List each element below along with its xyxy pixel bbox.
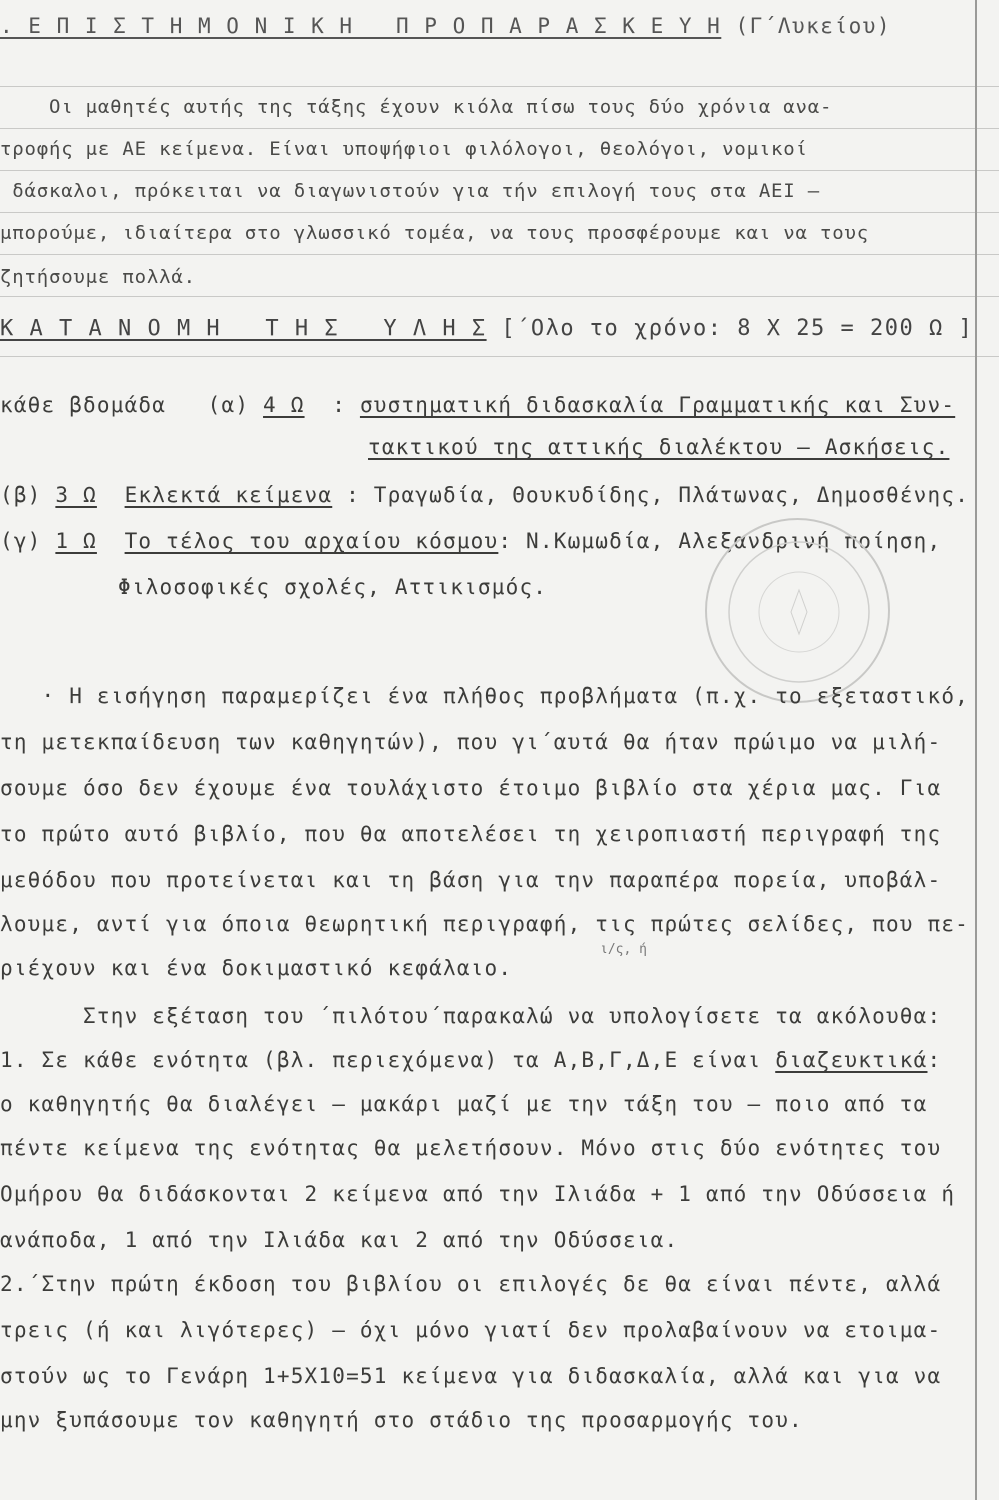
weekly-a-text2: τακτικού της αττικής διαλέκτου — Ασκήσεις. <box>368 435 950 459</box>
body-line: ριέχουν και ένα δοκιμαστικό κεφάλαιο. <box>0 956 513 980</box>
body-line: · Η εισήγηση παραμερίζει ένα πλήθος προβλήματα (π.χ. το εξεταστικό, <box>0 684 970 708</box>
item-1-line: πέντε κείμενα της ενότητας θα μελετήσουν. Μόνο στις δύο ενότητες του <box>0 1136 942 1160</box>
weekly-c-prefix: (γ) <box>0 529 56 553</box>
ruled-line <box>0 356 999 357</box>
intro-line: Οι μαθητές αυτής της τάξης έχουν κιόλα πίσω τους δύο χρόνια ανα- <box>0 96 833 118</box>
weekly-b-label: Εκλεκτά κείμενα <box>124 483 333 507</box>
body-line: τη μετεκπαίδευση των καθηγητών), που γι΄αυτά θα ήταν πρώιμο να μιλή- <box>0 730 942 754</box>
intro-line: δάσκαλοι, πρόκειται να διαγωνιστούν για τήν επιλογή τους στα ΑΕΙ — <box>0 180 821 202</box>
item-2-line: 2.΄Στην πρώτη έκδοση του βιβλίου οι επιλογές δε θα είναι πέντε, αλλά <box>0 1272 942 1296</box>
item-1-line: ανάποδα, 1 από την Ιλιάδα και 2 από την Οδύσσεια. <box>0 1228 679 1252</box>
weekly-a-hours: 4 Ω <box>263 393 305 417</box>
title-main: . Ε Π Ι Σ Τ Η Μ Ο Ν Ι Κ Η Π Ρ Ο Π Α Ρ Α Σ Κ Ε Υ Η <box>0 14 722 38</box>
ruled-line <box>0 128 999 129</box>
weekly-b-prefix: (β) <box>0 483 56 507</box>
weekly-a-text: συστηματική διδασκαλία Γραμματικής και Συν- <box>359 393 956 417</box>
body-line: σουμε όσο δεν έχουμε ένα τουλάχιστο έτοιμο βιβλίο στα χέρια μας. Για <box>0 776 942 800</box>
handwritten-margin-mark: ι/ς, ή <box>600 942 647 957</box>
weekly-item-c-cont: Φιλοσοφικές σχολές, Αττικισμός. <box>118 575 548 599</box>
distribution-heading-text: Κ Α Τ Α Ν Ο Μ Η Τ Η Σ Υ Λ Η Σ <box>0 316 487 341</box>
weekly-a-prefix: κάθε βδομάδα (α) <box>0 393 264 417</box>
weekly-item-a-cont <box>368 435 949 459</box>
item-2-line: τρεις (ή και λιγότερες) — όχι μόνο γιατί δεν προλαβαίνουν να ετοιμα- <box>0 1318 942 1342</box>
ruled-line <box>0 296 999 297</box>
body-line: λουμε, αντί για όποια θεωρητική περιγραφή, τις πρώτες σελίδες, που πε- <box>0 912 970 936</box>
stamp-ring-icon <box>707 520 892 705</box>
document-title <box>0 14 891 38</box>
ruled-line <box>0 170 999 171</box>
body-line: Στην εξέταση του ΄πιλότου΄παρακαλώ να υπολογίσετε τα ακόλουθα: <box>0 1004 942 1028</box>
weekly-c-hours: 1 Ω <box>55 529 97 553</box>
item-1-underlined: διαζευκτικά <box>775 1048 928 1072</box>
title-suffix: (Γ΄Λυκείου) <box>721 14 892 38</box>
ruled-line <box>0 254 999 255</box>
item-1-line: ο καθηγητής θα διαλέγει — μακάρι μαζί με την τάξη του — ποιο από τα <box>0 1092 928 1116</box>
item-1-pre: 1. Σε κάθε ενότητα (βλ. περιεχόμενα) τα Α,Β,Γ,Δ,Ε είναι <box>0 1048 776 1072</box>
body-line: το πρώτο αυτό βιβλίο, που θα αποτελέσει τη χειροπιαστή περιγραφή της <box>0 822 942 846</box>
item-2-line: στούν ως το Γενάρη 1+5Χ10=51 κείμενα για διδασκαλία, αλλά και για να <box>0 1364 942 1388</box>
distribution-heading <box>0 316 973 341</box>
item-1-post: : <box>927 1048 942 1072</box>
intro-line: μπορούμε, ιδιαίτερα στο γλωσσικό τομέα, να τους προσφέρουμε και να τους <box>0 222 869 244</box>
weekly-item-a <box>0 393 955 417</box>
weekly-c-label: Το τέλος του αρχαίου κόσμου <box>124 529 499 553</box>
item-1-line: Ομήρου θα διδάσκονται 2 κείμενα από την Ιλιάδα + 1 από την Οδύσσεια ή <box>0 1182 956 1206</box>
intro-line: τροφής με ΑΕ κείμενα. Είναι υποψήφιοι φιλόλογοι, θεολόγοι, νομικοί <box>0 138 808 160</box>
weekly-b-text: : Τραγωδία, Θουκυδίδης, Πλάτωνας, Δημοσθένης. <box>332 483 970 507</box>
ruled-line <box>0 86 999 87</box>
weekly-a-sep: : <box>304 393 360 417</box>
weekly-c-text: : Ν.Κωμωδία, Αλεξανδρινή ποίηση, <box>498 529 942 553</box>
item-1 <box>0 1048 941 1072</box>
official-stamp <box>705 518 890 703</box>
weekly-b-hours: 3 Ω <box>55 483 97 507</box>
intro-line: ζητήσουμε πολλά. <box>0 266 196 288</box>
ruled-line <box>0 212 999 213</box>
page-edge-line <box>975 0 977 1500</box>
distribution-note: [΄Ολο το χρόνο: 8 Χ 25 = 200 Ω ] <box>486 316 974 341</box>
body-line: μεθόδου που προτείνεται και τη βάση για την παραπέρα πορεία, υποβάλ- <box>0 868 942 892</box>
item-2-line: μην ξυπάσουμε τον καθηγητή στο στάδιο της προσαρμογής του. <box>0 1408 803 1432</box>
weekly-item-b <box>0 483 969 507</box>
